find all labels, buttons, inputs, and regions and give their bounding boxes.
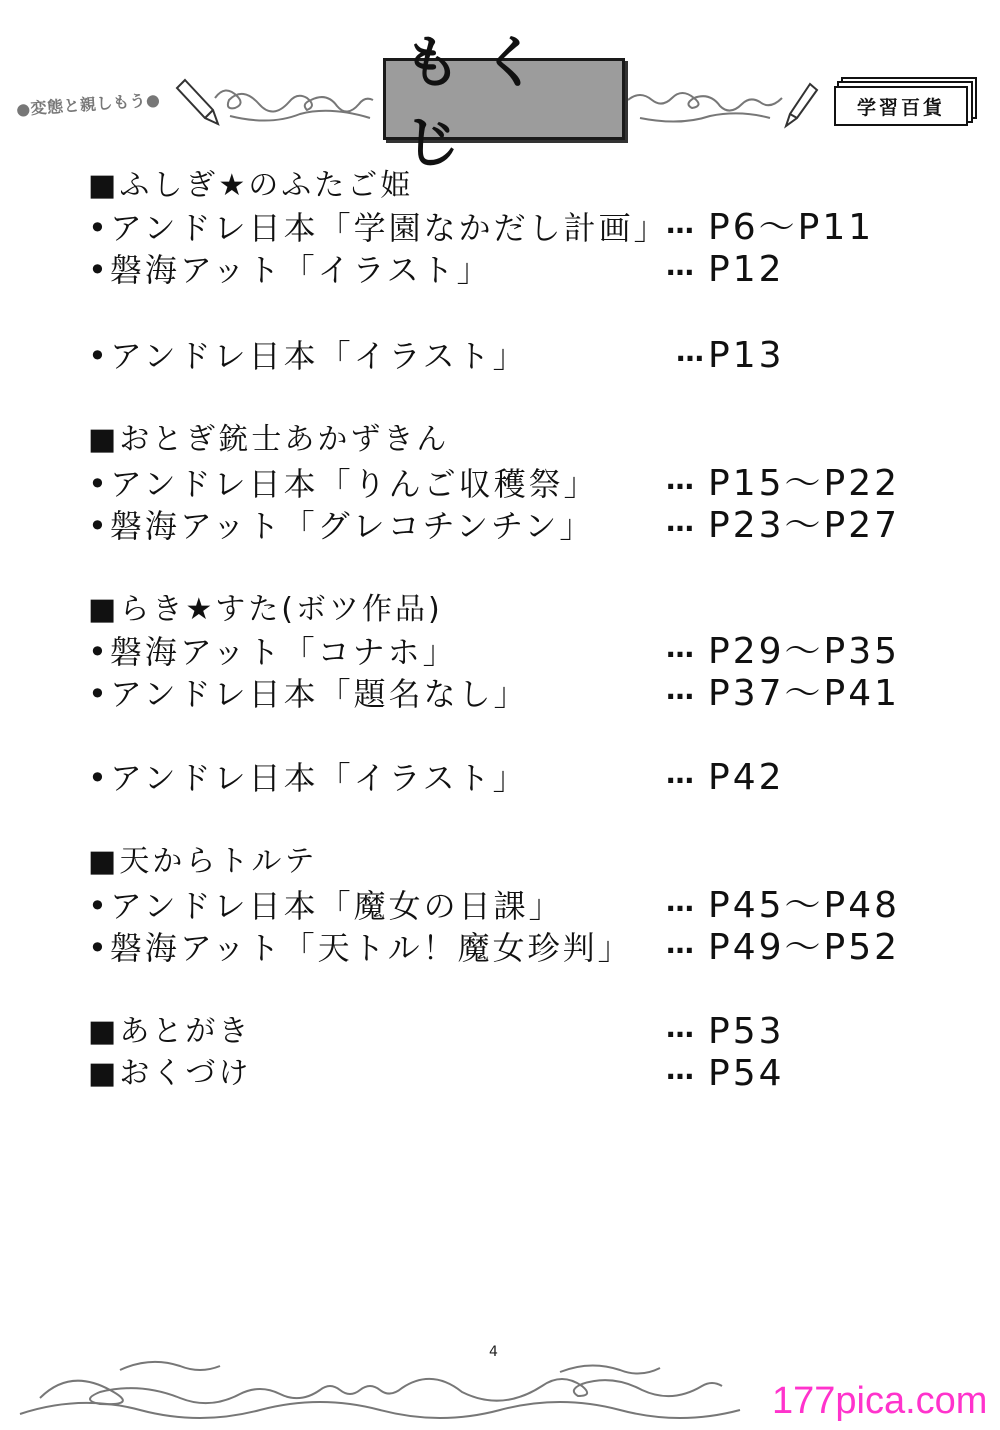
toc-entry [88,248,928,292]
watermark: 177pica.com [772,1380,988,1422]
toc-entry-label: ■らき★すた(ボツ作品) [88,592,443,627]
toc-entry-page: P42 [708,757,785,798]
toc-entry [88,588,928,632]
toc-entry-label: ■あとがき [88,1014,252,1049]
toc-entry-label: •磐海アット「グレコチンチン」 [88,507,595,545]
toc-entry-page: P37～P41 [708,673,901,714]
header-left-tag: ●変態と親しもう● [15,89,161,120]
top-left-wave [215,90,373,111]
toc-entry-dots: … [666,1053,692,1086]
toc-entry-label: ■おくづけ [88,1056,252,1091]
toc-entry [88,334,928,378]
toc-entry [88,1010,928,1054]
toc-entry-dots: … [666,1011,692,1044]
toc-entry-label: •アンドレ日本「イラスト」 [88,337,528,375]
toc-entry-dots: … [666,927,692,960]
toc-entry-dots: … [666,463,692,496]
toc-entry-dots: … [676,335,702,368]
toc-entry-page: P54 [708,1053,785,1094]
toc-entry-dots: … [666,505,692,538]
bottom-wave-2 [20,1402,740,1418]
toc-entry-page: P15～P22 [708,463,901,504]
toc-entry-label: •アンドレ日本「りんご収穫祭」 [88,465,599,503]
toc-entry-label: •磐海アット「イラスト」 [88,251,492,289]
top-right-wave [628,93,782,111]
toc-entry [88,672,928,716]
toc-entry-dots: … [666,757,692,790]
pencil-icon-left [177,80,218,124]
toc-entry-label: •アンドレ日本「魔女の日課」 [88,887,564,925]
toc-entry-label: •磐海アット「コナホ」 [88,633,458,671]
toc-entry-page: P12 [708,249,785,290]
toc-entry-page: P45～P48 [708,885,901,926]
toc-entry-dots: … [666,631,692,664]
toc-entry [88,1052,928,1096]
toc-entry-label: ■天からトルテ [88,844,318,879]
toc-entry [88,206,928,250]
page-title-box [383,31,625,176]
toc-entry-page: P49～P52 [708,927,901,968]
page-title: もくじ [404,31,560,176]
toc-entry-page: P6～P11 [708,207,875,248]
toc-entry-label: •アンドレ日本「学園なかだし計画」 [88,209,669,247]
toc-entry-label: ■おとぎ銃士あかずきん [88,422,450,457]
pencil-icon-right [786,84,817,126]
header-right-tag: 学習百貨 [834,86,968,126]
toc-entry [88,756,928,800]
toc-entry [88,884,928,928]
toc-entry-label: •アンドレ日本「題名なし」 [88,675,529,713]
toc-entry [88,840,928,884]
toc-entry [88,164,928,208]
toc-entry [88,504,928,548]
top-right-wave-2 [640,113,770,121]
toc-entry-label: •アンドレ日本「イラスト」 [88,759,528,797]
toc-entry-dots: … [666,673,692,706]
toc-entry [88,630,928,674]
toc-entry [88,462,928,506]
toc-entry-label: ■ふしぎ★のふたご姫 [88,168,414,203]
toc-entry-page: P53 [708,1011,785,1052]
top-left-wave-2 [230,111,370,121]
toc-entry-page: P29～P35 [708,631,901,672]
toc-entry-page: P13 [708,335,785,376]
toc-entry-dots: … [666,249,692,282]
bottom-wave [40,1379,722,1404]
toc-entry-dots: … [666,207,692,240]
toc-entry-page: P23～P27 [708,505,901,546]
toc-entry [88,418,928,462]
toc-entry-dots: … [666,885,692,918]
toc-entry-label: •磐海アット「天トル！魔女珍判」 [88,929,633,967]
page-number: 4 [489,1344,498,1360]
bottom-wave-3 [120,1362,660,1374]
toc-entry [88,926,928,970]
